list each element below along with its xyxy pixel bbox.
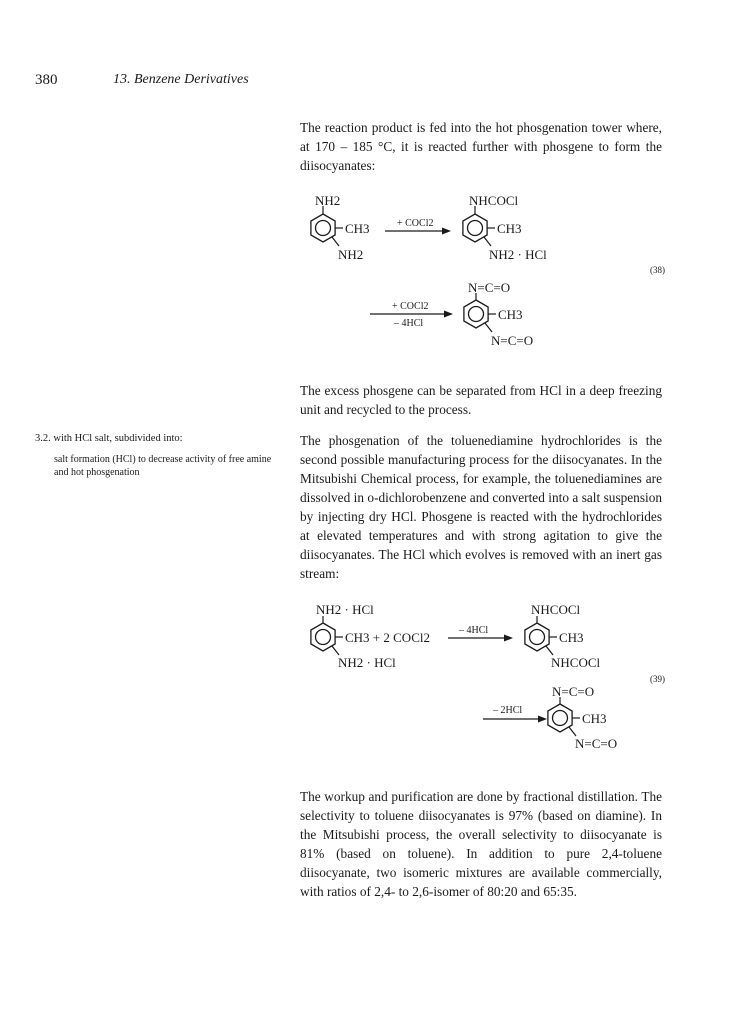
scheme39-product bbox=[548, 684, 617, 751]
intermediate-nhcocl: NHCOCl bbox=[469, 193, 519, 208]
intermediate-amine-hcl: NH2 · HCl bbox=[489, 247, 547, 262]
reactant-amine-top: NH2 bbox=[315, 193, 341, 208]
reactant-amine-hcl-top: NH2 · HCl bbox=[316, 602, 374, 617]
intermediate-methyl: CH3 bbox=[497, 221, 522, 236]
benzene-ring-icon bbox=[525, 623, 549, 651]
sidenote-subtext: salt formation (HCl) to decrease activity of free amine and hot phosgenation bbox=[54, 454, 272, 478]
paragraph-phosgenation-tower: The reaction product is fed into the hot phosgenation tower where, at 170 – 185 °C, it is reacted further with phosgene to form the diisocyanates: bbox=[300, 120, 662, 173]
arrow2-reagent-label: + COCl2 bbox=[392, 301, 429, 312]
sidenote-heading: 3.2. with HCl salt, subdivided into: bbox=[35, 433, 183, 444]
paragraph-workup: The workup and purification are done by fractional distillation. The selectivity to toluene diisocyanates is 97% (based on diamine). In the Mitsubishi process, the overall selectivity to diisocyanate is 81% (based on toluene). In addition to pure 2,4-toluene diisocyanate, two isomeric mixtures are available commercially, with ratios of 2,4- to 2,6-isomer of 80:20 and 65:35. bbox=[300, 789, 662, 899]
benzene-ring-icon bbox=[311, 623, 335, 651]
equation-number-38: (38) bbox=[650, 265, 665, 275]
page-number: 380 bbox=[35, 72, 58, 88]
scheme39-reactant bbox=[311, 602, 430, 670]
scheme39-arrow-1 bbox=[448, 625, 513, 642]
scheme38-product bbox=[464, 280, 533, 348]
reactant-amine-hcl-bottom: NH2 · HCl bbox=[338, 655, 396, 670]
product-isocyanate-top: N=C=O bbox=[552, 684, 595, 699]
product-methyl: CH3 bbox=[582, 711, 607, 726]
reactant-amine-bottom: NH2 bbox=[338, 247, 364, 262]
scheme38-reactant bbox=[311, 193, 370, 262]
benzene-ring-icon bbox=[311, 214, 335, 242]
scheme39-arrow-2 bbox=[483, 705, 547, 723]
intermediate-nhcocl-bottom: NHCOCl bbox=[551, 655, 601, 670]
product-isocyanate-bottom: N=C=O bbox=[575, 736, 618, 751]
intermediate-nhcocl-top: NHCOCl bbox=[531, 602, 581, 617]
benzene-ring-icon bbox=[548, 704, 572, 732]
paragraph-hydrochloride-route: The phosgenation of the toluenediamine hydrochlorides is the second possible manufacturing process for the diisocyanates. In the Mitsubishi Chemical process, for example, the toluenediamines are dissolved in o-dichlorobenzene and converted into a salt suspension by injecting dry HCl. Phosgene is reacted with the hydrochlorides at elevated temperatures and with strong agitation to give the diisocyanates. The HCl which evolves is removed with an inert gas stream: bbox=[300, 433, 662, 581]
product-isocyanate-top: N=C=O bbox=[468, 280, 511, 295]
arrow2-byproduct-label: – 4HCl bbox=[394, 318, 424, 329]
scheme38-intermediate bbox=[463, 193, 547, 262]
reactant-methyl: CH3 bbox=[345, 221, 370, 236]
scheme39-intermediate bbox=[525, 602, 601, 670]
benzene-ring-icon bbox=[463, 214, 487, 242]
scheme-39 bbox=[311, 602, 665, 751]
arrow1-byproduct-label: – 4HCl bbox=[459, 625, 489, 636]
running-title: 13. Benzene Derivatives bbox=[113, 72, 249, 87]
arrow1-reagent-label: + COCl2 bbox=[397, 218, 434, 229]
product-isocyanate-bottom: N=C=O bbox=[491, 333, 534, 348]
equation-number-39: (39) bbox=[650, 674, 665, 684]
paragraph-excess-phosgene: The excess phosgene can be separated from HCl in a deep freezing unit and recycled to the process. bbox=[300, 383, 662, 417]
scheme38-arrow-1 bbox=[385, 218, 451, 235]
benzene-ring-icon bbox=[464, 300, 488, 328]
intermediate-methyl: CH3 bbox=[559, 630, 584, 645]
arrow2-byproduct-label: – 2HCl bbox=[493, 705, 523, 716]
product-methyl: CH3 bbox=[498, 307, 523, 322]
scheme-38 bbox=[311, 193, 665, 348]
reactant-methyl-phosgene: CH3 + 2 COCl2 bbox=[345, 630, 430, 645]
scheme38-arrow-2 bbox=[370, 301, 453, 329]
